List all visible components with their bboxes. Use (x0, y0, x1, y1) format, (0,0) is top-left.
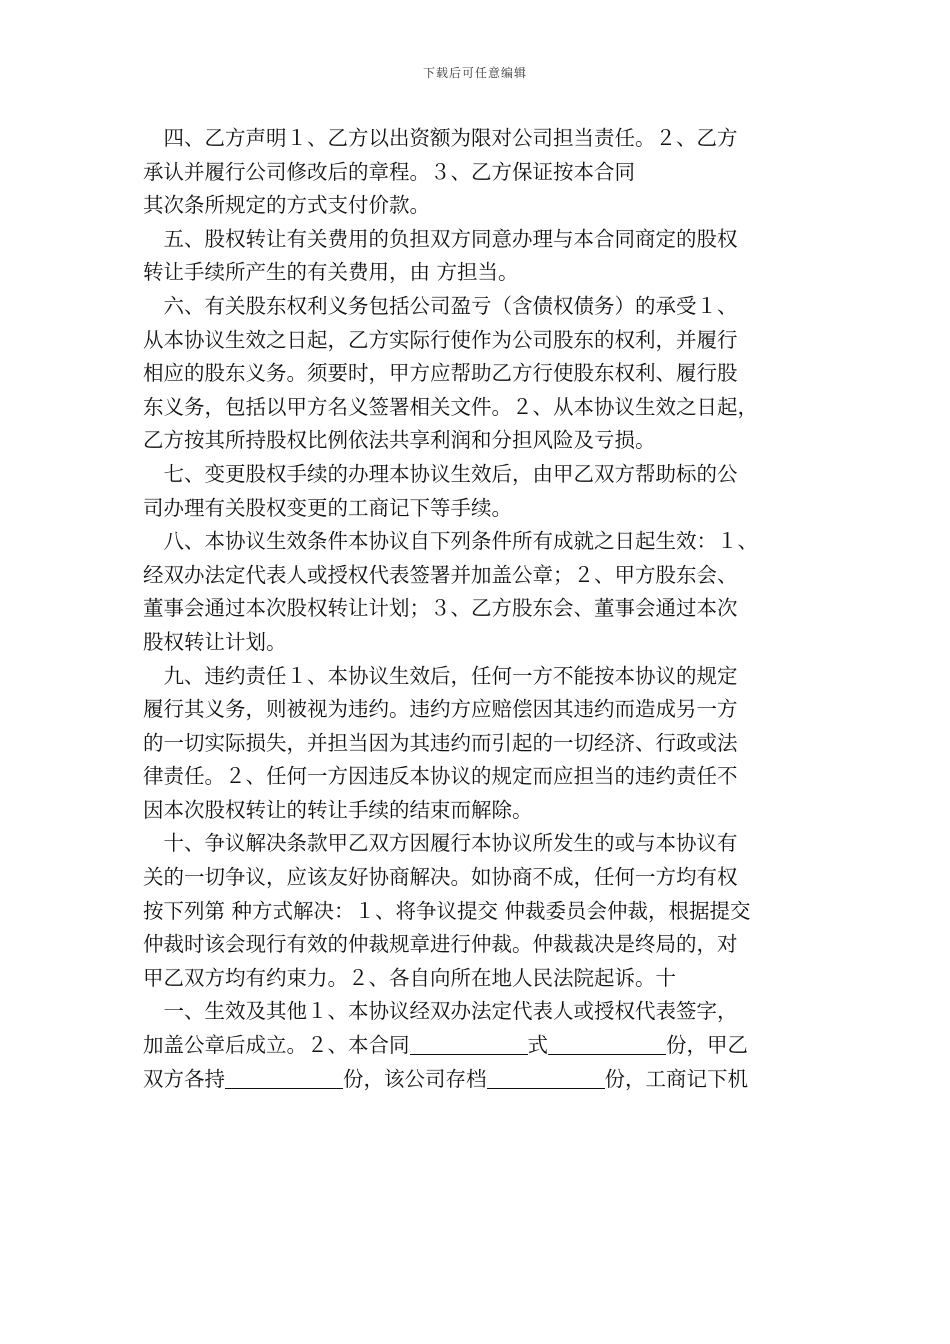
fill-in-blank[interactable] (410, 1034, 528, 1055)
text-line: 因本次股权转让的转让手续的结束而解除。 (143, 797, 533, 822)
text-line: 律责任。２、任何一方因违反本协议的规定而应担当的违约责任不 (143, 764, 738, 789)
text-line: 按下列第 种方式解决：１、将争议提交 仲裁委员会仲裁，根据提交 (143, 898, 751, 923)
text-line: 东义务，包括以甲方名义签署相关文件。２、从本协议生效之日起， (143, 394, 758, 419)
text-line: 五、股权转让有关费用的负担双方同意办理与本合同商定的股权 (143, 226, 738, 251)
text-line: 四、乙方声明１、乙方以出资额为限对公司担当责任。２、乙方 (143, 126, 738, 150)
page-header-note: 下载后可任意编辑 (422, 66, 527, 80)
fill-in-blank[interactable] (487, 1068, 605, 1089)
text-line: 转让手续所产生的有关费用，由 方担当。 (143, 260, 519, 285)
text-line: 的一切实际损失，并担当因为其违约而引起的一切经济、行政或法 (143, 730, 738, 755)
text-line: 承认并履行公司修改后的章程。３、乙方保证按本合同 (143, 159, 635, 184)
text-segment: 双方各持 (143, 1066, 225, 1091)
text-line: 经双办法定代表人或授权代表签署并加盖公章；２、甲方股东会、 (143, 562, 738, 587)
text-line: 从本协议生效之日起，乙方实际行使作为公司股东的权利，并履行 (143, 327, 738, 352)
text-line: 六、有关股东权利义务包括公司盈亏（含债权债务）的承受１、 (143, 293, 738, 318)
text-line: 股权转让计划。 (143, 629, 287, 654)
text-line: 关的一切争议，应该友好协商解决。如协商不成，任何一方均有权 (143, 865, 738, 890)
text-line-with-blanks (143, 1063, 811, 1097)
text-line: 其次条所规定的方式支付价款。 (143, 193, 430, 218)
text-segment: 加盖公章后成立。２、本合同 (143, 1033, 410, 1058)
text-line-with-blanks (143, 1029, 811, 1063)
text-line: 司办理有关股权变更的工商记下等手续。 (143, 495, 512, 520)
text-line: 董事会通过本次股权转让计划；３、乙方股东会、董事会通过本次 (143, 596, 738, 621)
text-line: 一、生效及其他１、本协议经双办法定代表人或授权代表签字， (143, 999, 738, 1024)
fill-in-blank[interactable] (225, 1068, 343, 1089)
text-line: 相应的股东义务。须要时，甲方应帮助乙方行使股东权利、履行股 (143, 361, 738, 386)
fill-in-blank[interactable] (548, 1034, 666, 1055)
text-line: 仲裁时该会现行有效的仲裁规章进行仲裁。仲裁裁决是终局的，对 (143, 932, 738, 957)
text-line: 八、本协议生效条件本协议自下列条件所有成就之日起生效：１、 (143, 529, 758, 554)
text-segment: 式 (527, 1033, 548, 1058)
text-line: 履行其义务，则被视为违约。违约方应赔偿因其违约而造成另一方 (143, 697, 738, 722)
text-line: 十、争议解决条款甲乙双方因履行本协议所发生的或与本协议有 (143, 831, 738, 856)
text-line: 乙方按其所持股权比例依法共享利润和分担风险及亏损。 (143, 428, 656, 453)
text-segment: 份，工商记下机 (604, 1066, 748, 1091)
contract-body (143, 122, 811, 1096)
text-line: 七、变更股权手续的办理本协议生效后，由甲乙双方帮助标的公 (143, 461, 738, 486)
text-segment: 份，该公司存档 (343, 1066, 487, 1091)
text-line: 甲乙双方均有约束力。２、各自向所在地人民法院起诉。十 (143, 965, 676, 990)
text-segment: 份，甲乙 (666, 1033, 748, 1058)
text-line: 九、违约责任１、本协议生效后，任何一方不能按本协议的规定 (143, 663, 738, 688)
